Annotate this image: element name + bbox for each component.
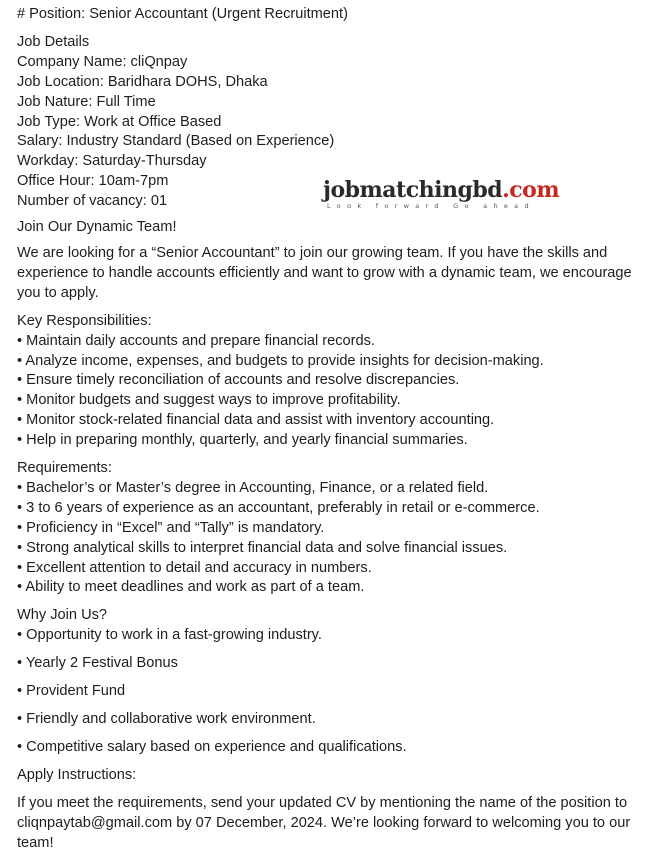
list-item: • Proficiency in “Excel” and “Tally” is mandatory. <box>17 519 325 536</box>
list-item: • Maintain daily accounts and prepare financial records. <box>17 332 375 349</box>
list-item: • Bachelor’s or Master’s degree in Accounting, Finance, or a related field. <box>17 479 489 496</box>
list-item: • Yearly 2 Festival Bonus <box>17 655 178 672</box>
intro-line: We are looking for a “Senior Accountant” to join our growing team. If you have the skills and <box>17 244 608 261</box>
why-join-section <box>17 606 657 757</box>
details-heading: Job Details <box>17 33 90 50</box>
vacancy-count: Number of vacancy: 01 <box>17 193 168 210</box>
logo-wordmark <box>323 177 560 203</box>
intro-line: experience to handle accounts efficiently and want to grow with a dynamic team, we encourage <box>17 264 632 281</box>
jobmatchingbd-logo <box>323 177 560 214</box>
intro-line: you to apply. <box>17 284 99 301</box>
list-item: • 3 to 6 years of experience as an accountant, preferably in retail or e-commerce. <box>17 499 540 516</box>
list-item: • Strong analytical skills to interpret financial data and solve financial issues. <box>17 539 508 556</box>
apply-paragraph <box>17 794 657 854</box>
logo-dot: . <box>502 177 510 203</box>
intro-paragraph <box>17 244 657 304</box>
responsibilities-section <box>17 312 657 451</box>
apply-heading: Apply Instructions: <box>17 766 137 783</box>
job-type: Job Type: Work at Office Based <box>17 113 222 130</box>
list-item: • Ensure timely reconciliation of accounts and resolve discrepancies. <box>17 372 460 389</box>
requirements-section <box>17 459 657 598</box>
position-title: # Position: Senior Accountant (Urgent Recruitment) <box>17 6 348 22</box>
job-nature: Job Nature: Full Time <box>17 93 156 110</box>
job-location: Job Location: Baridhara DOHS, Dhaka <box>17 73 268 90</box>
logo-com: com <box>509 177 560 203</box>
list-item: • Opportunity to work in a fast-growing industry. <box>17 627 322 644</box>
salary: Salary: Industry Standard (Based on Experience) <box>17 133 335 150</box>
logo-main-text: jobmatchingbd <box>323 177 503 203</box>
workday: Workday: Saturday-Thursday <box>17 153 207 170</box>
job-post <box>17 5 657 853</box>
requirements-heading: Requirements: <box>17 460 112 477</box>
company-name: Company Name: cliQnpay <box>17 53 188 70</box>
responsibilities-heading: Key Responsibilities: <box>17 312 152 329</box>
office-hour: Office Hour: 10am-7pm <box>17 173 169 190</box>
list-item: • Monitor budgets and suggest ways to improve profitability. <box>17 392 401 409</box>
apply-line: If you meet the requirements, send your updated CV by mentioning the name of the position to <box>17 794 628 811</box>
why-heading: Why Join Us? <box>17 607 108 624</box>
logo-tagline: Look forward Go ahead <box>327 202 535 210</box>
list-item: • Excellent attention to detail and accuracy in numbers. <box>17 559 372 576</box>
list-item: • Provident Fund <box>17 683 126 700</box>
list-item: • Friendly and collaborative work environment. <box>17 711 316 727</box>
list-item: • Analyze income, expenses, and budgets to provide insights for decision-making. <box>17 352 544 369</box>
list-item: • Ability to meet deadlines and work as part of a team. <box>17 579 365 596</box>
list-item: • Competitive salary based on experience and qualifications. <box>17 738 407 755</box>
list-item: • Monitor stock-related financial data and assist with inventory accounting. <box>17 412 495 429</box>
join-heading: Join Our Dynamic Team! <box>17 219 177 236</box>
apply-line: team! <box>17 834 54 851</box>
apply-line: cliqnpaytab@gmail.com by 07 December, 2024. We’re looking forward to welcoming you to our <box>17 814 631 831</box>
list-item: • Help in preparing monthly, quarterly, and yearly financial summaries. <box>17 432 468 449</box>
